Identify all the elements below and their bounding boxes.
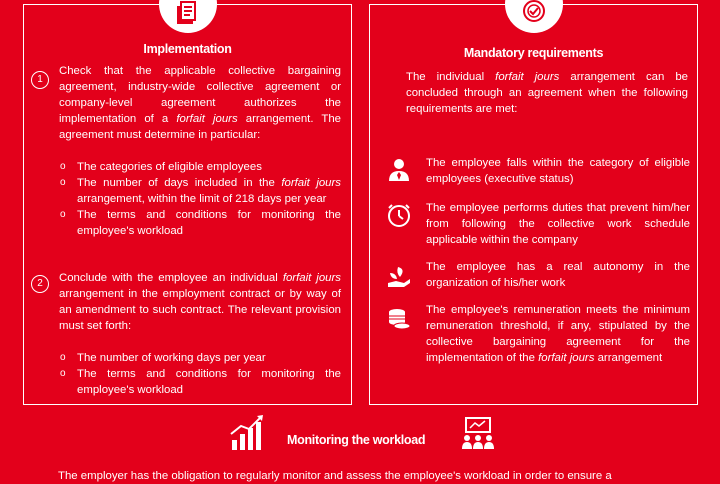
step-1-intro: Check that the applicable collective bargaining agreement, industry-wide collective agreement or company-level agreement authorizes the implementation of a forfait jours arrangement. The agreement must determine in particular: — [59, 65, 342, 141]
monitoring-body-text: The employer has the obligation to regularly monitor and assess the employee's workload in order to ensure a — [58, 470, 612, 482]
step-1-number: 1 — [31, 71, 49, 89]
step-2-bullet-list — [59, 350, 341, 398]
team-board-icon — [460, 416, 496, 452]
requirement-remuneration-text: The employee's remuneration meets the minimum remuneration threshold, if any, stipulated by the collective bargaining agreement for the implementation of the forfait jours arrangement — [426, 304, 690, 364]
coins-icon — [386, 306, 412, 332]
list-item: o The number of days included in the forfait jours arrangement, within the limit of 218 days per year — [60, 177, 342, 205]
autonomy-plant-icon — [386, 263, 412, 289]
requirement-executive-text: The employee falls within the category of eligible employees (executive status) — [426, 157, 690, 185]
requirement-duties-text: The employee performs duties that prevent him/her from following the collective work schedule applicable within the company — [426, 202, 690, 246]
list-item: o The categories of eligible employees — [60, 161, 262, 173]
check-shield-icon — [519, 0, 549, 25]
monitoring-header — [0, 412, 720, 456]
step-2-block — [59, 270, 341, 398]
implementation-title: Implementation — [143, 42, 232, 56]
step-1-block — [59, 63, 341, 239]
document-icon — [175, 1, 201, 25]
executive-person-icon — [386, 157, 412, 183]
growth-chart-icon — [229, 414, 267, 452]
monitoring-title: Monitoring the workload — [287, 433, 426, 447]
implementation-panel — [23, 4, 352, 405]
mandatory-intro: The individual forfait jours arrangement can be concluded through an agreement when the following requirements are met: — [406, 71, 689, 115]
list-item: o The number of working days per year — [60, 352, 266, 364]
step-2-intro: Conclude with the employee an individual forfait jours arrangement in the employment contract or by way of an amendment to such contract. The relevant provision must set forth: — [59, 272, 341, 332]
mandatory-requirements-panel — [369, 4, 698, 405]
step-1-bullet-list — [59, 159, 341, 239]
list-item: o The terms and conditions for monitoring the employee's workload — [60, 209, 341, 237]
mandatory-title: Mandatory requirements — [463, 46, 604, 60]
step-2-number: 2 — [31, 275, 49, 293]
implementation-badge — [159, 0, 217, 33]
requirement-autonomy-text: The employee has a real autonomy in the organization of his/her work — [426, 261, 690, 289]
clock-icon — [386, 202, 412, 228]
list-item: o The terms and conditions for monitoring the employee's workload — [60, 368, 341, 396]
mandatory-badge — [505, 0, 563, 33]
